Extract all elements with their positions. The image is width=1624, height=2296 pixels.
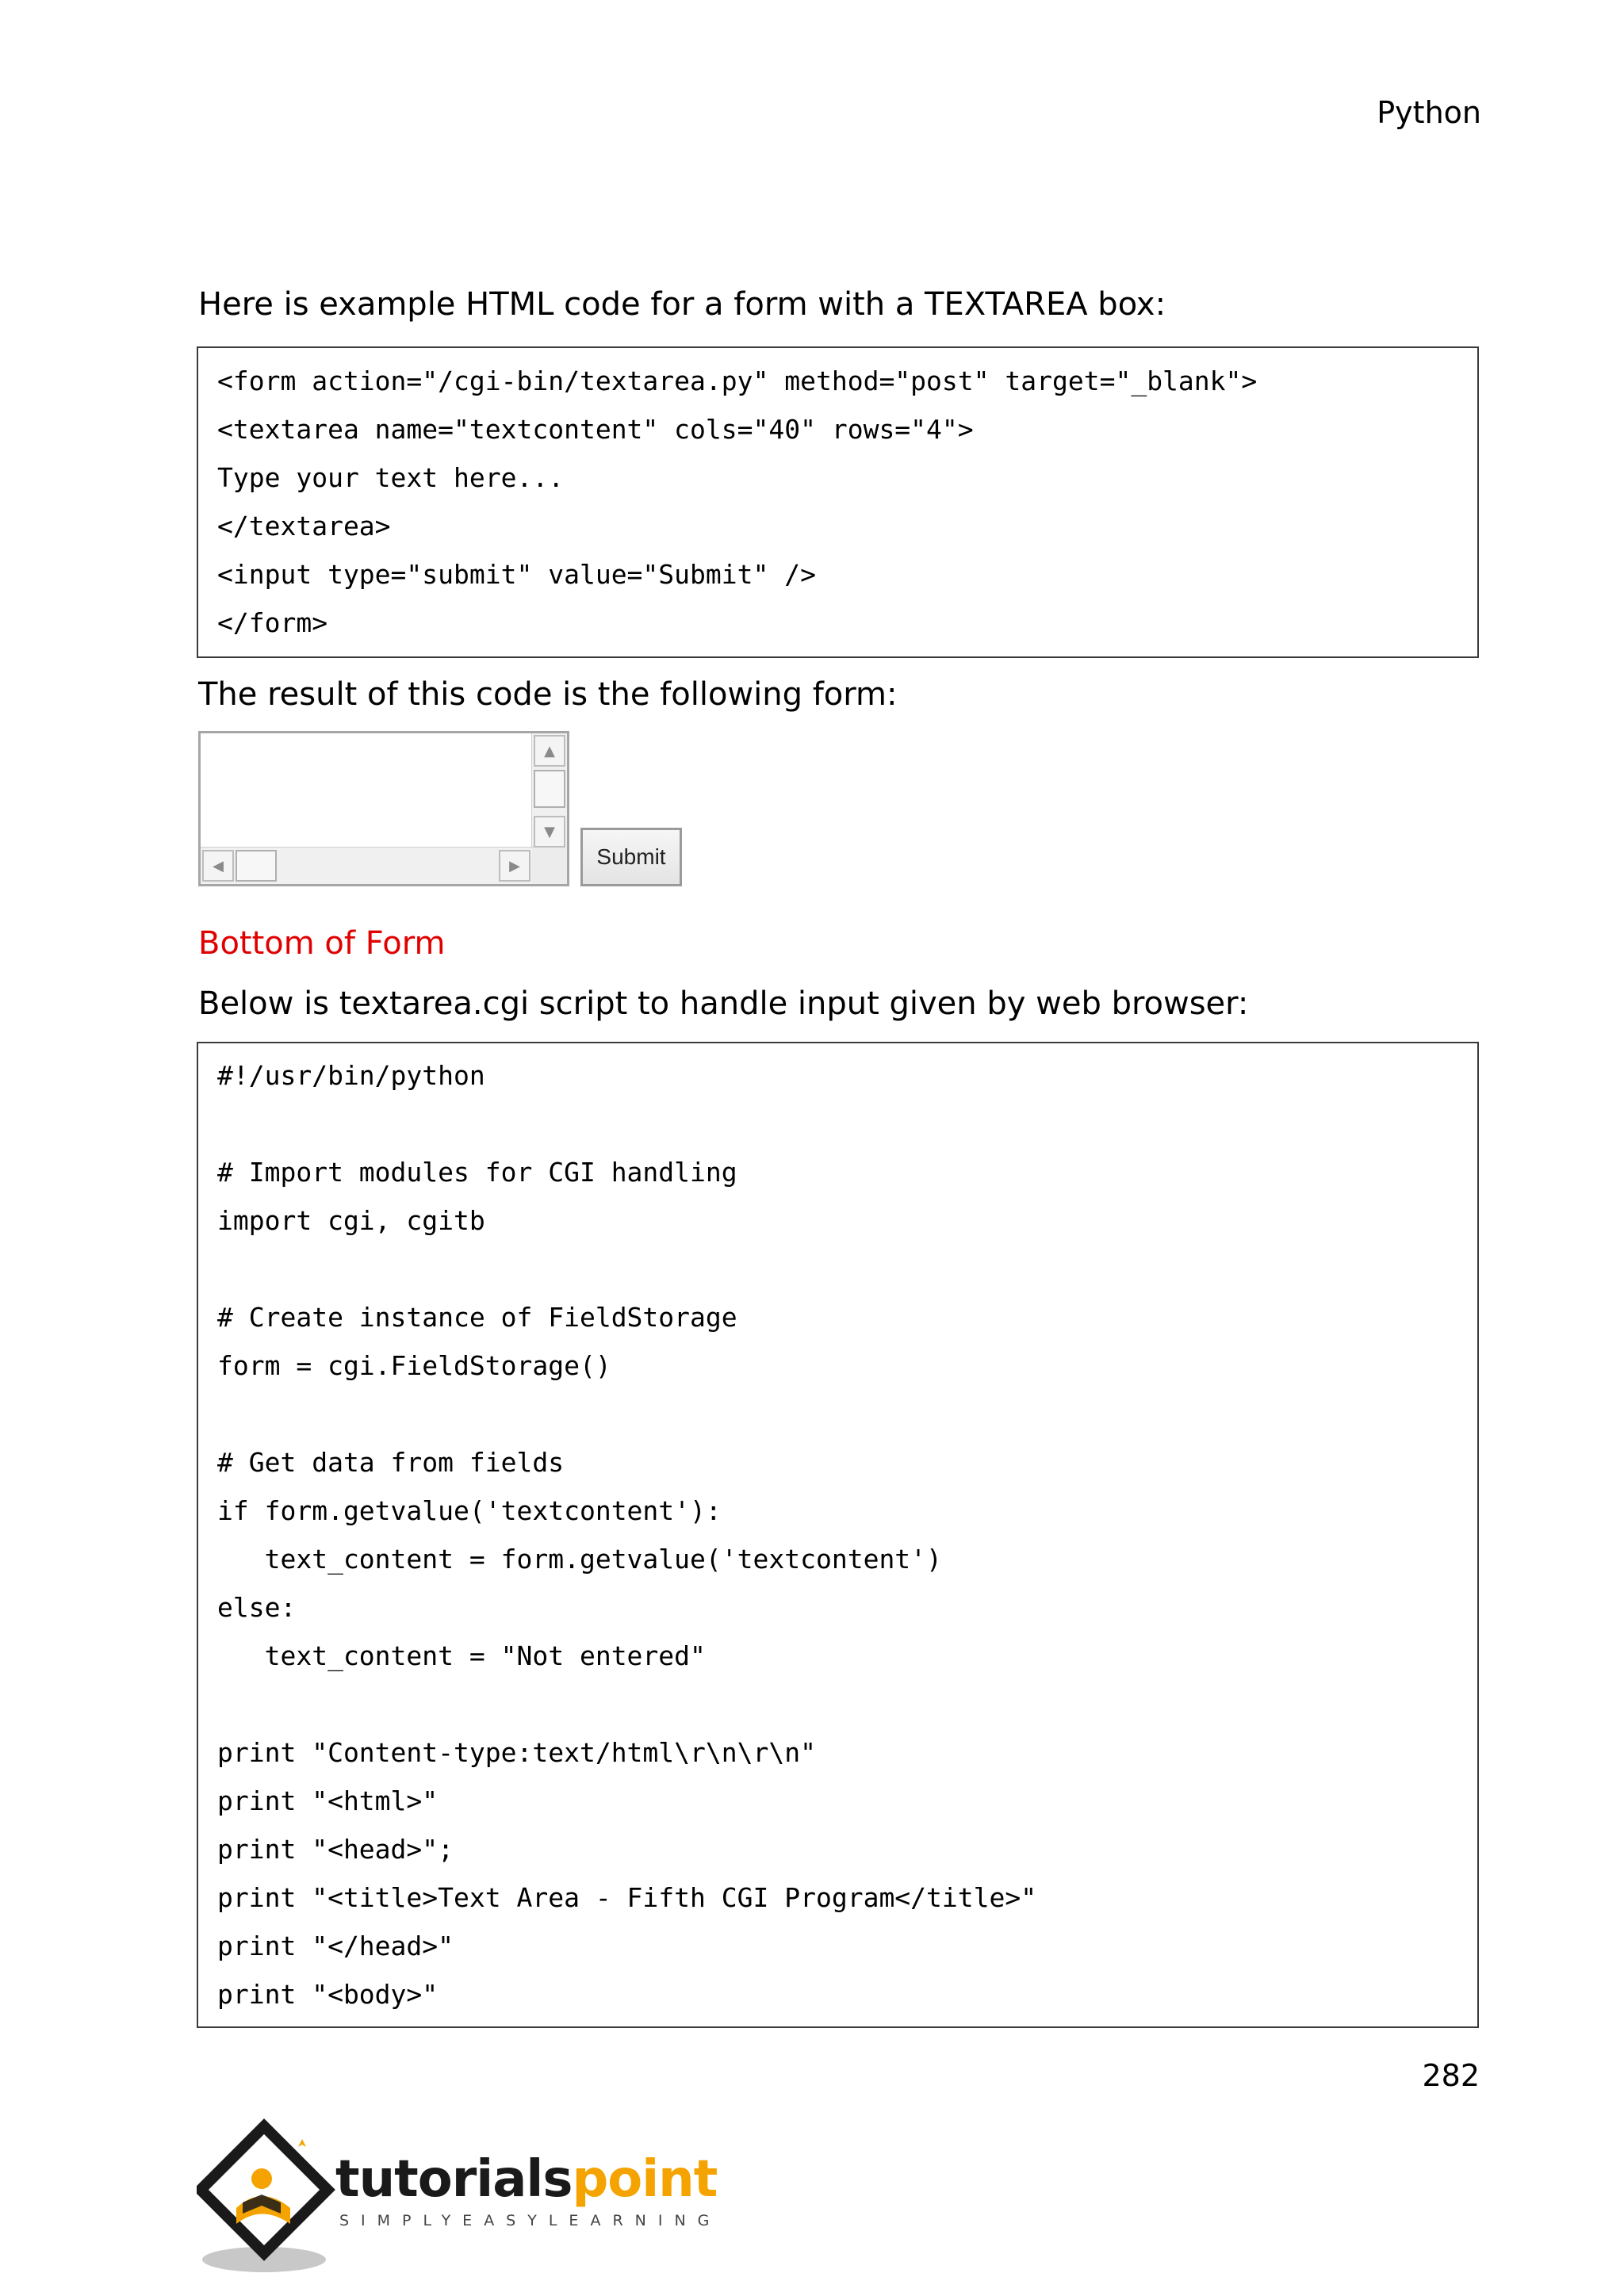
horizontal-scrollbar[interactable] bbox=[201, 847, 534, 884]
scroll-right-arrow-icon[interactable]: ▶ bbox=[499, 850, 530, 882]
logo-tagline: SIMPLYEASYLEARNING bbox=[339, 2212, 722, 2229]
horizontal-scroll-thumb[interactable] bbox=[236, 850, 277, 882]
python-code-block bbox=[197, 1042, 1479, 2028]
code-line: print "<html>" bbox=[217, 1785, 439, 1816]
code-line: Type your text here... bbox=[217, 462, 565, 493]
code-line: text_content = "Not entered" bbox=[217, 1640, 706, 1671]
logo-wordmark: tutorialspoint bbox=[335, 2150, 718, 2209]
submit-button-label: Submit bbox=[596, 844, 666, 869]
code-line: # Import modules for CGI handling bbox=[217, 1157, 737, 1188]
vertical-scrollbar[interactable] bbox=[531, 733, 567, 849]
demo-textarea[interactable] bbox=[198, 731, 569, 886]
code-line: import cgi, cgitb bbox=[217, 1205, 485, 1236]
code-line: </textarea> bbox=[217, 511, 391, 541]
code-line bbox=[198, 1680, 1477, 1728]
vertical-scroll-thumb[interactable] bbox=[534, 770, 565, 808]
code-line: if form.getvalue('textcontent'): bbox=[217, 1495, 722, 1526]
code-line: else: bbox=[217, 1592, 297, 1623]
scrollbar-corner bbox=[532, 848, 567, 884]
code-line: print "<body>" bbox=[217, 1979, 439, 2010]
below-paragraph: Below is textarea.cgi script to handle input given by web browser: bbox=[198, 985, 1249, 1022]
code-line: text_content = form.getvalue('textcontent') bbox=[217, 1544, 942, 1575]
scroll-up-arrow-icon[interactable]: ▲ bbox=[534, 735, 565, 767]
code-line bbox=[198, 1390, 1477, 1438]
bottom-of-form-label: Bottom of Form bbox=[198, 925, 446, 962]
page-number: 282 bbox=[1422, 2058, 1480, 2093]
code-line: # Create instance of FieldStorage bbox=[217, 1302, 737, 1333]
code-line: print "</head>" bbox=[217, 1931, 454, 1961]
result-paragraph: The result of this code is the following form: bbox=[198, 676, 898, 713]
intro-textarea-paragraph: Here is example HTML code for a form with a TEXTAREA box: bbox=[198, 286, 1166, 323]
code-line: #!/usr/bin/python bbox=[217, 1060, 485, 1091]
scroll-left-arrow-icon[interactable]: ◀ bbox=[202, 850, 234, 882]
scroll-down-arrow-icon[interactable]: ▼ bbox=[534, 816, 565, 848]
code-line: form = cgi.FieldStorage() bbox=[217, 1350, 611, 1381]
code-line bbox=[198, 1100, 1477, 1148]
logo-emblem-icon bbox=[197, 2109, 335, 2283]
page-header-title: Python bbox=[1377, 95, 1481, 130]
html-code-block bbox=[197, 346, 1479, 658]
code-line: print "Content-type:text/html\r\n\r\n" bbox=[217, 1737, 816, 1768]
code-line bbox=[198, 1245, 1477, 1293]
code-line: <form action="/cgi-bin/textarea.py" method="post" target="_blank"> bbox=[217, 365, 1258, 396]
submit-button[interactable] bbox=[580, 828, 682, 886]
tutorialspoint-logo bbox=[197, 2109, 722, 2283]
code-line: # Get data from fields bbox=[217, 1447, 565, 1478]
code-line: <input type="submit" value="Submit" /> bbox=[217, 559, 816, 590]
code-line: </form> bbox=[217, 607, 328, 638]
code-line: <textarea name="textcontent" cols="40" rows="4"> bbox=[217, 414, 974, 445]
code-line: print "<head>"; bbox=[217, 1834, 454, 1865]
code-line: print "<title>Text Area - Fifth CGI Program</title>" bbox=[217, 1882, 1037, 1913]
